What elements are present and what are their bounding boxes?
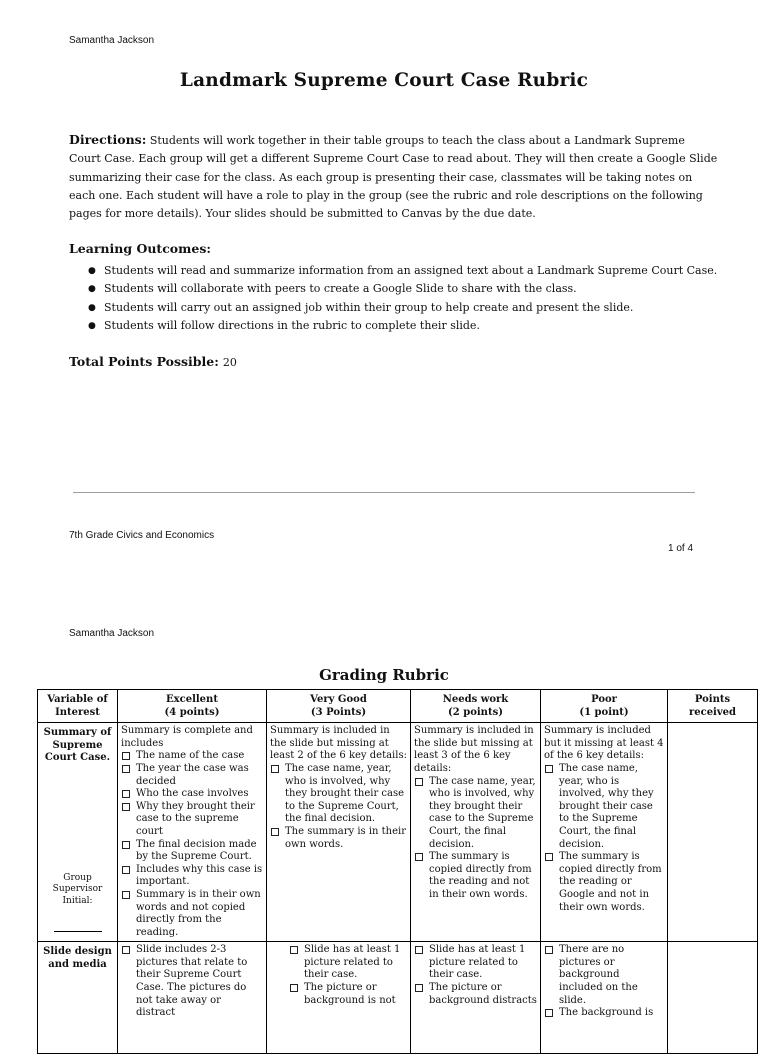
header-needs-work: Needs work (2 points) [411, 690, 541, 723]
poor-cell [541, 942, 668, 1054]
checkbox-icon [271, 765, 279, 773]
learning-outcomes-heading: Learning Outcomes: [69, 241, 211, 256]
document-title: Landmark Supreme Court Case Rubric [179, 70, 589, 91]
list-item: The summary is copied directly from the reading and not in their own words. [414, 851, 537, 901]
poor-cell: Summary is included but it missing at least 4 of the 6 key details: The case name, year, who is involved, why they brought their case to the Supreme Court, the final decision. The summary is copied directly from the reading or Google and not in their own words. [541, 723, 668, 942]
header-excellent: Excellent (4 points) [118, 690, 267, 723]
signature-line [54, 921, 102, 932]
rubric-title: Grading Rubric [319, 666, 449, 684]
list-item: Who the case involves [121, 788, 263, 801]
checkbox-icon [415, 778, 423, 786]
bullet-icon: ● [88, 284, 96, 295]
list-item: Slide includes 2-3 pictures that relate to their Supreme Court Case. The pictures do not take away or distract [121, 944, 263, 1020]
learning-outcomes-list [84, 262, 744, 336]
header-author: Samantha Jackson [69, 35, 155, 46]
checkbox-icon [290, 984, 298, 992]
variable-cell: Slide design and media [38, 942, 118, 1054]
checkbox-icon [122, 803, 130, 811]
checkbox-icon [545, 765, 553, 773]
list-item: Why they brought their case to the supreme court [121, 801, 263, 839]
checkbox-icon [122, 946, 130, 954]
list-item: Includes why this case is important. [121, 864, 263, 889]
grading-rubric-table [37, 689, 758, 1054]
total-points [69, 354, 237, 369]
header-variable: Variable of Interest [38, 690, 118, 723]
checkbox-icon [122, 866, 130, 874]
list-item: The summary is in their own words. [270, 826, 407, 851]
list-item: The year the case was decided [121, 763, 263, 788]
list-item: The final decision made by the Supreme Court. [121, 839, 263, 864]
needs-work-cell: Summary is included in the slide but missing at least 3 of the 6 key details: The case name, year, who is involved, why they brought their case to the Supreme Court, the final decision. The summary is copied directly from the reading and not in their own words. [411, 723, 541, 942]
directions-text: Students will work together in their table groups to teach the class about a Landmark Supreme Court Case. Each group will get a different Supreme Court Case to read about. They will then create a Google Slide summarizing their case for the class. As each group is presenting their case, classmates will be taking notes on each one. Each student will have a role to play in the group (see the rubric and role descriptions on the following pages for more details). Your slides should be submitted to Canvas by the due date. [69, 134, 718, 221]
checkbox-icon [122, 752, 130, 760]
very-good-cell: Summary is included in the slide but missing at least 2 of the 6 key details: The case name, year, who is involved, why they brought their case to the Supreme Court, the final decision. The summary is in their own words. [267, 723, 411, 942]
list-item: The picture or background distracts [414, 982, 537, 1007]
checkbox-icon [271, 828, 279, 836]
list-item: Slide has at least 1 picture related to their case. [414, 944, 537, 982]
bullet-icon: ● [88, 266, 96, 276]
variable-cell: Summary of Supreme Court Case. Group Supervisor Initial: [38, 723, 118, 942]
header-author: Samantha Jackson [69, 628, 155, 639]
list-item: ● Students will follow directions in the rubric to complete their slide. [84, 317, 744, 335]
checkbox-icon [122, 765, 130, 773]
excellent-cell [118, 942, 267, 1054]
list-item: The case name, year, who is involved, why they brought their case to the Supreme Court, the final decision. [544, 763, 664, 851]
table-row [38, 942, 758, 1054]
total-points-value: 20 [222, 356, 237, 369]
checkbox-icon [122, 891, 130, 899]
checkbox-icon [545, 1009, 553, 1017]
checkbox-icon [415, 853, 423, 861]
needs-work-cell [411, 942, 541, 1054]
list-item: There are no pictures or background included on the slide. [544, 944, 664, 1007]
checkbox-icon [415, 946, 423, 954]
directions-label: Directions: [69, 132, 147, 147]
list-item: The case name, year, who is involved, why they brought their case to the Supreme Court, the final decision. [270, 763, 407, 826]
supervisor-initial-label: Group Supervisor Initial: [52, 872, 103, 906]
checkbox-icon [290, 946, 298, 954]
list-item: The background is [544, 1007, 664, 1020]
table-header-row [38, 690, 758, 723]
very-good-cell [267, 942, 411, 1054]
checkbox-icon [545, 946, 553, 954]
list-item: ● Students will carry out an assigned job within their group to help create and present the slide. [84, 299, 744, 317]
directions-paragraph [69, 131, 719, 223]
bullet-icon: ● [88, 302, 96, 313]
bullet-icon: ● [88, 321, 96, 332]
page-divider [73, 492, 695, 493]
list-item: The summary is copied directly from the reading or Google and not in their own words. [544, 851, 664, 914]
checkbox-icon [415, 984, 423, 992]
points-received-cell [668, 723, 758, 942]
header-poor: Poor (1 point) [541, 690, 668, 723]
list-item: The case name, year, who is involved, why they brought their case to the Supreme Court, the final decision. [414, 776, 537, 852]
points-received-cell [668, 942, 758, 1054]
table-row [38, 723, 758, 942]
list-item: ● Students will read and summarize information from an assigned text about a Landmark Supreme Court Case. [84, 262, 744, 280]
page-number: 1 of 4 [668, 543, 694, 554]
checkbox-icon [122, 790, 130, 798]
checkbox-icon [545, 853, 553, 861]
list-item: The name of the case [121, 750, 263, 763]
footer-course: 7th Grade Civics and Economics [69, 530, 215, 541]
list-item: Slide has at least 1 picture related to their case. [289, 944, 407, 982]
list-item: Summary is in their own words and not copied directly from the reading. [121, 889, 263, 939]
total-points-label: Total Points Possible: [69, 354, 219, 369]
list-item: The picture or background is not [289, 982, 407, 1007]
checkbox-icon [122, 841, 130, 849]
excellent-cell: Summary is complete and includes The name of the case The year the case was decided Who the case involves Why they brought their case to the supreme court The final decision made by the Supreme Court. Includes why this case is important. Summary is in their own words and not copied directly from the reading. [118, 723, 267, 942]
header-very-good: Very Good (3 Points) [267, 690, 411, 723]
list-item: ● Students will collaborate with peers to create a Google Slide to share with the class. [84, 280, 744, 298]
header-points-received: Points received [668, 690, 758, 723]
